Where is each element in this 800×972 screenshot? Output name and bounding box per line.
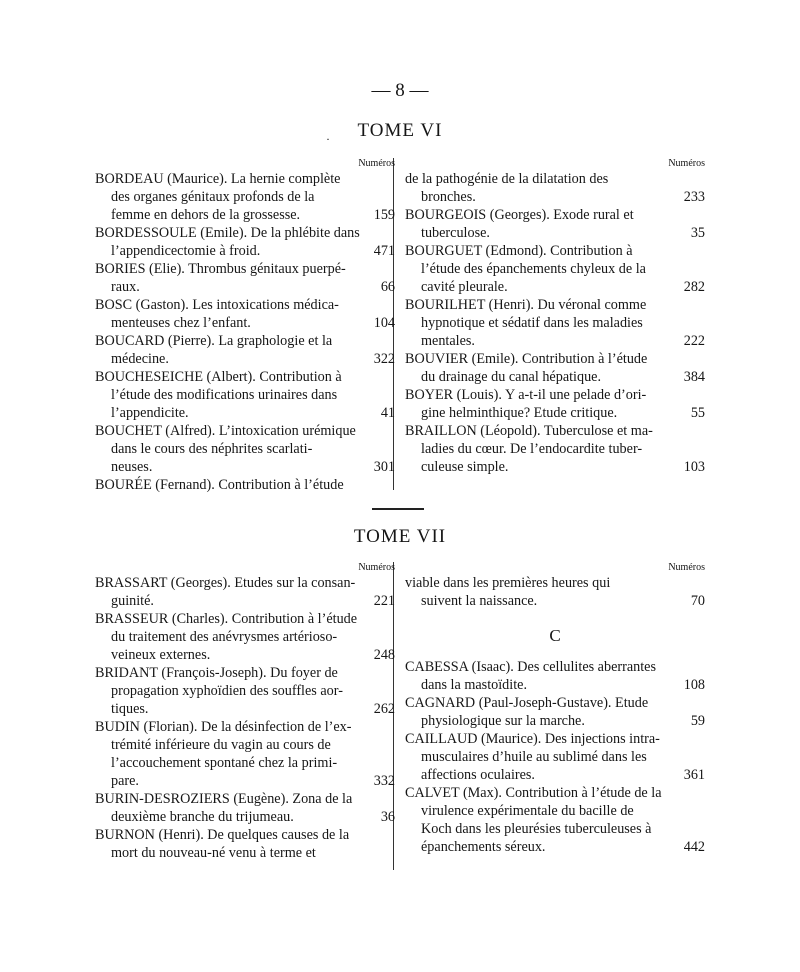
tome-7-right-column (405, 562, 705, 856)
numeros-header: Numéros (668, 158, 705, 169)
entry-text: bronches. (421, 189, 476, 205)
entry-line-with-number (95, 350, 395, 368)
entry-text: BOYER (Louis). Y a-t-il une pelade d’ori- (405, 387, 647, 403)
entry-text: du traitement des anévrysmes artérioso- (111, 629, 338, 645)
entry-number: 103 (683, 459, 705, 475)
entry-text: menteuses chez l’enfant. (111, 315, 251, 331)
entry-text: l’appendicite. (111, 405, 189, 421)
tome-7-left-column (95, 562, 395, 862)
entry-text: tuberculose. (421, 225, 490, 241)
entry-text: BOUCARD (Pierre). La graphologie et la (95, 333, 333, 349)
entry-line-with-number (405, 224, 705, 242)
entry-text: BOURGEOIS (Georges). Exode rural et (405, 207, 634, 223)
index-entry (95, 332, 395, 368)
entry-line-with-number (405, 838, 705, 856)
tome-6-section (95, 158, 705, 492)
index-entry (405, 574, 705, 610)
entry-text: guinité. (111, 593, 154, 609)
entry-number: 361 (683, 767, 705, 783)
index-entry (95, 368, 395, 422)
entry-text: trémité inférieure du vagin au cours de (111, 737, 331, 753)
entry-text: viable dans les premières heures qui (405, 575, 611, 591)
entry-line-with-number (95, 278, 395, 296)
numeros-header: Numéros (358, 158, 395, 169)
entry-text: propagation xyphoïdien des souffles aor- (111, 683, 343, 699)
entry-line-with-number (95, 592, 395, 610)
tome-7-section (95, 562, 705, 872)
entry-list (95, 574, 395, 862)
entry-text: veineux externes. (111, 647, 211, 663)
entry-text: de la pathogénie de la dilatation des (405, 171, 609, 187)
entry-text: BOSC (Gaston). Les intoxications médica- (95, 297, 339, 313)
entry-number: 59 (690, 713, 705, 729)
entry-text: BURIN-DESROZIERS (Eugène). Zona de la (95, 791, 353, 807)
entry-line-with-number (405, 188, 705, 206)
entry-line-with-number (405, 404, 705, 422)
entry-number: 322 (373, 351, 395, 367)
entry-text: BOUCHET (Alfred). L’intoxication urémique (95, 423, 356, 439)
index-entry (95, 826, 395, 862)
entry-line-with-number (95, 206, 395, 224)
entry-text: des organes génitaux profonds de la (111, 189, 315, 205)
entry-line-with-number (405, 368, 705, 386)
entry-number: 332 (373, 773, 395, 789)
entry-text: BORDESSOULE (Emile). De la phlébite dans (95, 225, 360, 241)
entry-number: 159 (373, 207, 395, 223)
entry-line-with-number (405, 676, 705, 694)
entry-text: hypnotique et sédatif dans les maladies (421, 315, 643, 331)
entry-text: CAILLAUD (Maurice). Des injections intra- (405, 731, 660, 747)
entry-number: 442 (683, 839, 705, 855)
entry-number: 108 (683, 677, 705, 693)
index-entry (95, 476, 395, 494)
entry-list (405, 658, 705, 856)
numeros-header: Numéros (668, 562, 705, 573)
entry-text: l’étude des modifications urinaires dans (111, 387, 338, 403)
index-entry (405, 242, 705, 296)
entry-text: médecine. (111, 351, 169, 367)
entry-text: pare. (111, 773, 139, 789)
index-entry (405, 386, 705, 422)
entry-line-with-number (95, 700, 395, 718)
entry-text: CALVET (Max). Contribution à l’étude de la (405, 785, 662, 801)
entry-text: l’appendicectomie à froid. (111, 243, 261, 259)
entry-text: du drainage du canal hépatique. (421, 369, 602, 385)
entry-text: BOURÉE (Fernand). Contribution à l’étude (95, 477, 344, 493)
entry-line-with-number (95, 314, 395, 332)
entry-text: BOUCHESEICHE (Albert). Contribution à (95, 369, 342, 385)
entry-number: 262 (373, 701, 395, 717)
section-separator (372, 508, 424, 510)
index-entry (405, 350, 705, 386)
stray-dot: · (326, 132, 330, 146)
entry-text: mentales. (421, 333, 475, 349)
numeros-header: Numéros (358, 562, 395, 573)
entry-text: dans le cours des néphrites scarlati- (111, 441, 313, 457)
entry-number: 55 (690, 405, 705, 421)
entry-number: 471 (373, 243, 395, 259)
entry-list (405, 170, 705, 476)
index-entry (405, 694, 705, 730)
entry-text: BRASSART (Georges). Etudes sur la consan- (95, 575, 356, 591)
entry-text: affections oculaires. (421, 767, 535, 783)
entry-line-with-number (405, 458, 705, 476)
entry-text: CABESSA (Isaac). Des cellulites aberrantes (405, 659, 656, 675)
index-entry (95, 422, 395, 476)
index-entry (95, 224, 395, 260)
entry-line-with-number (405, 278, 705, 296)
entry-line-with-number (95, 808, 395, 826)
entry-text: raux. (111, 279, 140, 295)
index-entry (95, 718, 395, 790)
entry-text: ladies du cœur. De l’endocardite tuber- (421, 441, 643, 457)
entry-line-with-number (405, 332, 705, 350)
entry-text: virulence expérimentale du bacille de (421, 803, 634, 819)
entry-text: neuses. (111, 459, 153, 475)
tome-6-title: TOME VI (357, 120, 443, 141)
entry-text: CAGNARD (Paul-Joseph-Gustave). Etude (405, 695, 649, 711)
entry-line-with-number (405, 766, 705, 784)
entry-text: Koch dans les pleurésies tuberculeuses à (421, 821, 652, 837)
entry-text: BORIES (Elie). Thrombus génitaux puerpé- (95, 261, 346, 277)
index-entry (405, 658, 705, 694)
entry-text: l’accouchement spontané chez la primi- (111, 755, 338, 771)
entry-number: 41 (380, 405, 395, 421)
entry-number: 70 (690, 593, 705, 609)
entry-number: 36 (380, 809, 395, 825)
index-entry (95, 664, 395, 718)
tome-6-right-column (405, 158, 705, 476)
entry-number: 384 (683, 369, 705, 385)
tome-7-title: TOME VII (353, 526, 447, 547)
entry-text: physiologique sur la marche. (421, 713, 585, 729)
index-entry (95, 574, 395, 610)
index-entry (405, 170, 705, 206)
entry-text: culeuse simple. (421, 459, 509, 475)
entry-number: 35 (690, 225, 705, 241)
entry-text: BOURILHET (Henri). Du véronal comme (405, 297, 647, 313)
index-entry (95, 296, 395, 332)
entry-text: dans la mastoïdite. (421, 677, 527, 693)
entry-text: BRAILLON (Léopold). Tuberculose et ma- (405, 423, 653, 439)
entry-text: épanchements séreux. (421, 839, 546, 855)
entry-number: 222 (683, 333, 705, 349)
entry-line-with-number (405, 592, 705, 610)
index-entry (95, 610, 395, 664)
entry-text: BOURGUET (Edmond). Contribution à (405, 243, 633, 259)
entry-number: 248 (373, 647, 395, 663)
entry-text: cavité pleurale. (421, 279, 508, 295)
entry-number: 301 (373, 459, 395, 475)
entry-line-with-number (95, 772, 395, 790)
entry-text: BUDIN (Florian). De la désinfection de l’ex- (95, 719, 352, 735)
entry-number: 221 (373, 593, 395, 609)
entry-text: deuxième branche du trijumeau. (111, 809, 294, 825)
index-entry (405, 206, 705, 242)
entry-line-with-number (95, 404, 395, 422)
letter-heading: C (549, 626, 561, 645)
entry-number: 233 (683, 189, 705, 205)
entry-number: 66 (380, 279, 395, 295)
index-entry (405, 784, 705, 856)
entry-text: l’étude des épanchements chyleux de la (421, 261, 646, 277)
index-entry (405, 422, 705, 476)
entry-text: suivent la naissance. (421, 593, 538, 609)
page-number: — 8 — (371, 80, 429, 101)
entry-list (95, 170, 395, 494)
index-entry (95, 790, 395, 826)
tome-6-left-column (95, 158, 395, 494)
entry-line-with-number (95, 646, 395, 664)
index-entry (95, 170, 395, 224)
entry-text: femme en dehors de la grossesse. (111, 207, 301, 223)
entry-number: 104 (373, 315, 395, 331)
index-entry (95, 260, 395, 296)
entry-text: musculaires d’huile au sublimé dans les (421, 749, 647, 765)
entry-text: BORDEAU (Maurice). La hernie complète (95, 171, 341, 187)
entry-text: gine helminthique? Etude critique. (421, 405, 618, 421)
entry-text: BRIDANT (François-Joseph). Du foyer de (95, 665, 338, 681)
entry-line-with-number (95, 458, 395, 476)
entry-text: tiques. (111, 701, 149, 717)
entry-line-with-number (405, 712, 705, 730)
entry-text: BOUVIER (Emile). Contribution à l’étude (405, 351, 648, 367)
entry-text: mort du nouveau-né venu à terme et (111, 845, 316, 861)
entry-line-with-number (95, 242, 395, 260)
entry-text: BURNON (Henri). De quelques causes de la (95, 827, 350, 843)
index-entry (405, 296, 705, 350)
entry-text: BRASSEUR (Charles). Contribution à l’étude (95, 611, 358, 627)
entry-list (405, 574, 705, 610)
index-entry (405, 730, 705, 784)
entry-number: 282 (683, 279, 705, 295)
